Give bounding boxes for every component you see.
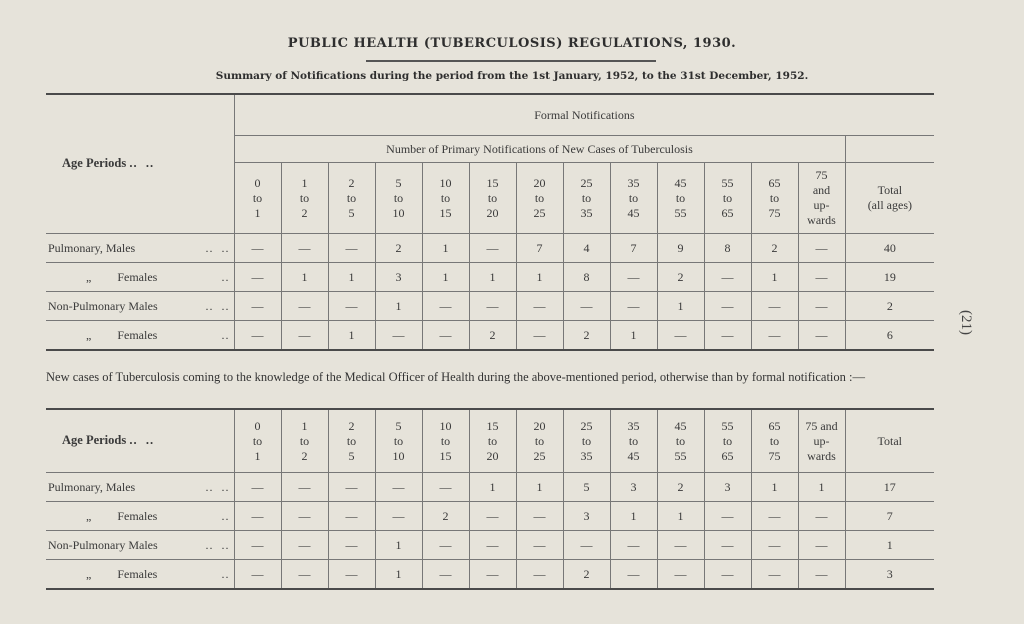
value-cell: 1 — [657, 502, 704, 531]
age-bucket-header: 35 to 45 — [610, 409, 657, 473]
total-cell: 40 — [845, 234, 934, 263]
value-cell: 1 — [422, 263, 469, 292]
value-cell: — — [234, 560, 281, 590]
value-cell: — — [563, 292, 610, 321]
age-bucket-header: 65 to 75 — [751, 163, 798, 234]
other-cases-body — [46, 473, 934, 590]
formal-notifications-header: Formal Notifications — [234, 94, 934, 136]
total-cell: 3 — [845, 560, 934, 590]
value-cell: — — [375, 502, 422, 531]
value-cell: 3 — [610, 473, 657, 502]
value-cell: 2 — [422, 502, 469, 531]
value-cell: — — [281, 234, 328, 263]
title-underline — [366, 60, 656, 62]
value-cell: — — [798, 263, 845, 292]
value-cell: — — [281, 292, 328, 321]
value-cell: 2 — [751, 234, 798, 263]
age-bucket-header: 1 to 2 — [281, 409, 328, 473]
value-cell: 8 — [704, 234, 751, 263]
value-cell: — — [234, 502, 281, 531]
value-cell: — — [798, 531, 845, 560]
value-cell: — — [328, 234, 375, 263]
value-cell: — — [234, 234, 281, 263]
table-row — [46, 321, 934, 351]
age-periods-header: Age Periods .. .. — [62, 433, 155, 448]
age-bucket-header: 5 to 10 — [375, 409, 422, 473]
value-cell: 1 — [610, 502, 657, 531]
total-header: Total — [845, 409, 934, 473]
value-cell: 1 — [375, 560, 422, 590]
age-bucket-header: 75 and up- wards — [798, 409, 845, 473]
value-cell: — — [469, 234, 516, 263]
total-cell: 1 — [845, 531, 934, 560]
value-cell: — — [375, 321, 422, 351]
value-cell: 2 — [657, 473, 704, 502]
row-label: Non-Pulmonary Males .. .. — [46, 292, 234, 321]
age-bucket-header: 0 to 1 — [234, 409, 281, 473]
age-bucket-header: 10 to 15 — [422, 409, 469, 473]
table-row — [46, 531, 934, 560]
value-cell: — — [516, 560, 563, 590]
age-periods-header: Age Periods .. .. — [62, 156, 155, 171]
age-bucket-header: 65 to 75 — [751, 409, 798, 473]
value-cell: — — [610, 263, 657, 292]
value-cell: 2 — [657, 263, 704, 292]
value-cell: 2 — [375, 234, 422, 263]
row-label: „ Females .. — [46, 263, 234, 292]
value-cell: — — [234, 473, 281, 502]
value-cell: — — [422, 321, 469, 351]
value-cell: — — [328, 473, 375, 502]
primary-notifications-header: Number of Primary Notifications of New Cases of Tuberculosis — [234, 136, 845, 163]
table-row — [46, 263, 934, 292]
value-cell: — — [234, 292, 281, 321]
value-cell: — — [281, 321, 328, 351]
value-cell: — — [234, 531, 281, 560]
age-bucket-header: 15 to 20 — [469, 409, 516, 473]
total-cell: 17 — [845, 473, 934, 502]
value-cell: 1 — [516, 263, 563, 292]
value-cell: 1 — [516, 473, 563, 502]
other-cases-paragraph: New cases of Tuberculosis coming to the knowledge of the Medical Officer of Health during the above-mentioned period, otherwise than by formal notification :— — [46, 370, 866, 384]
value-cell: — — [281, 473, 328, 502]
page-subtitle: Summary of Notifications during the period from the 1st January, 1952, to the 31st December, 1952. — [215, 70, 809, 82]
row-label: Pulmonary, Males .. .. — [46, 473, 234, 502]
value-cell: 1 — [422, 234, 469, 263]
total-header: Total (all ages) — [845, 163, 934, 234]
value-cell: 2 — [469, 321, 516, 351]
age-bucket-header: 35 to 45 — [610, 163, 657, 234]
value-cell: — — [610, 531, 657, 560]
value-cell: — — [469, 292, 516, 321]
table-row — [46, 292, 934, 321]
age-bucket-header: 25 to 35 — [563, 409, 610, 473]
blank-header-cell — [845, 136, 934, 163]
age-bucket-header: 25 to 35 — [563, 163, 610, 234]
age-bucket-header: 2 to 5 — [328, 163, 375, 234]
value-cell: — — [704, 263, 751, 292]
value-cell: 1 — [610, 321, 657, 351]
value-cell: 5 — [563, 473, 610, 502]
value-cell: — — [516, 292, 563, 321]
age-bucket-header: 15 to 20 — [469, 163, 516, 234]
value-cell: — — [281, 502, 328, 531]
table-row — [46, 473, 934, 502]
value-cell: — — [328, 531, 375, 560]
value-cell: — — [751, 321, 798, 351]
age-bucket-header: 55 to 65 — [704, 409, 751, 473]
value-cell: — — [704, 531, 751, 560]
value-cell: — — [328, 560, 375, 590]
value-cell: — — [704, 502, 751, 531]
value-cell: 1 — [328, 263, 375, 292]
row-label: Pulmonary, Males .. .. — [46, 234, 234, 263]
value-cell: — — [422, 531, 469, 560]
value-cell: 1 — [375, 531, 422, 560]
value-cell: 3 — [375, 263, 422, 292]
value-cell: — — [516, 321, 563, 351]
formal-notifications-body — [46, 234, 934, 351]
value-cell: — — [798, 321, 845, 351]
value-cell: — — [516, 531, 563, 560]
value-cell: — — [798, 234, 845, 263]
age-bucket-header: 20 to 25 — [516, 409, 563, 473]
value-cell: 3 — [563, 502, 610, 531]
value-cell: — — [610, 560, 657, 590]
age-bucket-header: 45 to 55 — [657, 409, 704, 473]
value-cell: 1 — [751, 263, 798, 292]
value-cell: — — [234, 321, 281, 351]
value-cell: — — [657, 321, 704, 351]
value-cell: — — [328, 502, 375, 531]
value-cell: — — [281, 560, 328, 590]
formal-notifications-table — [46, 93, 934, 351]
row-label: „ Females .. — [46, 321, 234, 351]
value-cell: — — [704, 560, 751, 590]
age-bucket-header: 2 to 5 — [328, 409, 375, 473]
value-cell: — — [704, 321, 751, 351]
value-cell: — — [516, 502, 563, 531]
value-cell: 1 — [469, 263, 516, 292]
value-cell: 1 — [798, 473, 845, 502]
value-cell: — — [798, 502, 845, 531]
page-number: (21) — [958, 310, 974, 335]
value-cell: — — [751, 502, 798, 531]
value-cell: 1 — [469, 473, 516, 502]
total-cell: 2 — [845, 292, 934, 321]
age-bucket-header: 75 and up- wards — [798, 163, 845, 234]
age-bucket-header: 45 to 55 — [657, 163, 704, 234]
age-bucket-header: 5 to 10 — [375, 163, 422, 234]
total-cell: 19 — [845, 263, 934, 292]
age-bucket-header: 55 to 65 — [704, 163, 751, 234]
age-bucket-header: 20 to 25 — [516, 163, 563, 234]
table-row — [46, 560, 934, 590]
value-cell: — — [422, 473, 469, 502]
page-title: PUBLIC HEALTH (TUBERCULOSIS) REGULATIONS, 1930. — [287, 36, 737, 51]
age-bucket-header: 0 to 1 — [234, 163, 281, 234]
value-cell: 9 — [657, 234, 704, 263]
other-cases-table — [46, 408, 934, 590]
age-bucket-header: 1 to 2 — [281, 163, 328, 234]
value-cell: — — [328, 292, 375, 321]
value-cell: 3 — [704, 473, 751, 502]
value-cell: — — [610, 292, 657, 321]
value-cell: — — [469, 502, 516, 531]
value-cell: — — [798, 560, 845, 590]
value-cell: 1 — [281, 263, 328, 292]
value-cell: 4 — [563, 234, 610, 263]
value-cell: 2 — [563, 321, 610, 351]
value-cell: — — [657, 560, 704, 590]
row-label: Non-Pulmonary Males .. .. — [46, 531, 234, 560]
value-cell: — — [798, 292, 845, 321]
value-cell: — — [422, 292, 469, 321]
value-cell: — — [751, 531, 798, 560]
value-cell: 7 — [516, 234, 563, 263]
value-cell: 8 — [563, 263, 610, 292]
value-cell: — — [422, 560, 469, 590]
value-cell: — — [234, 263, 281, 292]
table-row — [46, 234, 934, 263]
total-cell: 7 — [845, 502, 934, 531]
value-cell: — — [563, 531, 610, 560]
value-cell: — — [657, 531, 704, 560]
value-cell: — — [704, 292, 751, 321]
value-cell: — — [281, 531, 328, 560]
value-cell: — — [469, 560, 516, 590]
value-cell: 1 — [375, 292, 422, 321]
age-bucket-header: 10 to 15 — [422, 163, 469, 234]
total-cell: 6 — [845, 321, 934, 351]
value-cell: 2 — [563, 560, 610, 590]
age-bucket-header-row — [46, 409, 934, 473]
value-cell: — — [751, 292, 798, 321]
value-cell: — — [469, 531, 516, 560]
value-cell: — — [375, 473, 422, 502]
value-cell: 1 — [657, 292, 704, 321]
value-cell: — — [751, 560, 798, 590]
table-row — [46, 502, 934, 531]
value-cell: 1 — [751, 473, 798, 502]
row-label: „ Females .. — [46, 560, 234, 590]
row-label: „ Females .. — [46, 502, 234, 531]
value-cell: 7 — [610, 234, 657, 263]
value-cell: 1 — [328, 321, 375, 351]
